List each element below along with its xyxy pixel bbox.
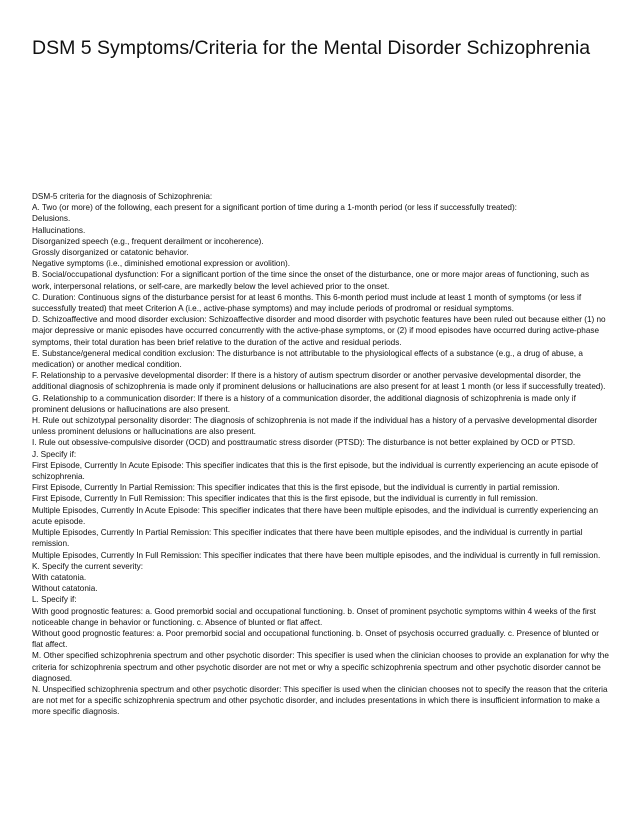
document-paragraph: N. Unspecified schizophrenia spectrum and other psychotic disorder: This specifier is used when the clinician chooses not to specify the reason that the criteria are not met for a specific schizophrenia spectrum and other psychotic disorder, and includes presentations in which there is insufficient information to make a more specific diagnosis. xyxy=(32,684,608,717)
page-title: DSM 5 Symptoms/Criteria for the Mental Disorder Schizophrenia xyxy=(32,37,591,59)
document-paragraph: G. Relationship to a communication disorder: If there is a history of a communication disorder, the additional diagnosis of schizophrenia is made only if prominent delusions or hallucinations are also present. xyxy=(32,393,576,414)
document-paragraph: Multiple Episodes, Currently In Acute Episode: This specifier indicates that there have been multiple episodes, and the individual is currently experiencing an acute episode. xyxy=(32,505,599,526)
document-paragraph: E. Substance/general medical condition exclusion: The disturbance is not attributable to the physiological effects of a substance (e.g., a drug of abuse, a medication) or another medical condition. xyxy=(32,348,583,370)
document-paragraph: J. Specify if: xyxy=(32,449,77,459)
document-paragraph: With catatonia. xyxy=(32,572,87,582)
document-paragraph: Hallucinations. xyxy=(32,225,86,235)
document-paragraph: L. Specify if: xyxy=(32,595,77,605)
document-paragraph: Delusions. xyxy=(32,214,71,224)
document-paragraph: Without catatonia. xyxy=(32,584,98,594)
document-paragraph: A. Two (or more) of the following, each present for a significant portion of time during a 1-month period (or less if successfully treated): xyxy=(32,203,517,213)
document-body xyxy=(32,191,610,718)
document-paragraph: Negative symptoms (i.e., diminished emotional expression or avolition). xyxy=(32,259,291,269)
document-paragraph: D. Schizoaffective and mood disorder exclusion: Schizoaffective disorder and mood disorder with psychotic features have been ruled out because either (1) no major depressive or manic episodes have occurred concurrently with the active-phase symptoms, or (2) if mood episodes have occurred during active-phase symptoms, their total duration has been brief relative to the duration of the active and residual periods. xyxy=(32,315,606,347)
document-paragraph: First Episode, Currently In Acute Episode: This specifier indicates that this is the first episode, but the individual is currently experiencing an acute episode of schizophrenia. xyxy=(32,460,598,482)
document-paragraph: M. Other specified schizophrenia spectrum and other psychotic disorder: This specifier is used when the clinician chooses to provide an explanation for why the criteria for schizophrenia spectrum and other psychotic disorder are not met or why a specific schizophrenia spectrum and other psychotic disorder cannot be diagnosed. xyxy=(32,651,609,683)
document-paragraph: With good prognostic features: a. Good premorbid social and occupational functioning. b. Onset of prominent psychotic symptoms within 4 weeks of the first noticeable change in behavior or functioning. c. Absence of blunted or flat affect. xyxy=(32,606,596,627)
document-paragraph: Without good prognostic features: a. Poor premorbid social and occupational functioning. b. Onset of psychosis occurred gradually. c. Presence of blunted or flat affect. xyxy=(32,628,599,650)
document-paragraph: I. Rule out obsessive-compulsive disorder (OCD) and posttraumatic stress disorder (PTSD): The disturbance is not better explained by OCD or PTSD. xyxy=(32,438,576,448)
document-paragraph: Grossly disorganized or catatonic behavior. xyxy=(32,248,189,258)
document-paragraph: Multiple Episodes, Currently In Partial Remission: This specifier indicates that there have been multiple episodes, and the individual is currently in partial remission. xyxy=(32,528,583,549)
document-paragraph: DSM-5 criteria for the diagnosis of Schizophrenia: xyxy=(32,192,213,201)
document-paragraph: H. Rule out schizotypal personality disorder: The diagnosis of schizophrenia is not made if the individual has a history of a pervasive developmental disorder unless prominent delusions or hallucinations are also present. xyxy=(32,416,598,437)
document-paragraph: B. Social/occupational dysfunction: For a significant portion of the time since the onset of the disturbance, one or more major areas of functioning, such as work, interpersonal relations, or self-care, are markedly below the level achieved prior to the onset. xyxy=(32,270,590,291)
document-paragraph: First Episode, Currently In Full Remission: This specifier indicates that this is the first episode, but the individual is currently in full remission. xyxy=(32,494,538,504)
document-paragraph: Disorganized speech (e.g., frequent derailment or incoherence). xyxy=(32,236,264,246)
document-paragraph: Multiple Episodes, Currently In Full Remission: This specifier indicates that there have been multiple episodes, and the individual is currently in full remission. xyxy=(32,550,601,560)
document-paragraph: F. Relationship to a pervasive developmental disorder: If there is a history of autism spectrum disorder or another pervasive developmental disorder, the additional diagnosis of schizophrenia is made only if prominent delusions or hallucinations are also present for at least 1 month (or less if successfully treated). xyxy=(32,371,606,392)
document-paragraph: K. Specify the current severity: xyxy=(32,561,144,571)
document-paragraph: C. Duration: Continuous signs of the disturbance persist for at least 6 months. This 6-month period must include at least 1 month of symptoms (or less if successfully treated) that meet Criterion A (i.e., active-phase symptoms) and may include periods of prodromal or residual symptoms. xyxy=(32,292,582,314)
document-paragraph: First Episode, Currently In Partial Remission: This specifier indicates that this is the first episode, but the individual is currently in partial remission. xyxy=(32,483,560,493)
